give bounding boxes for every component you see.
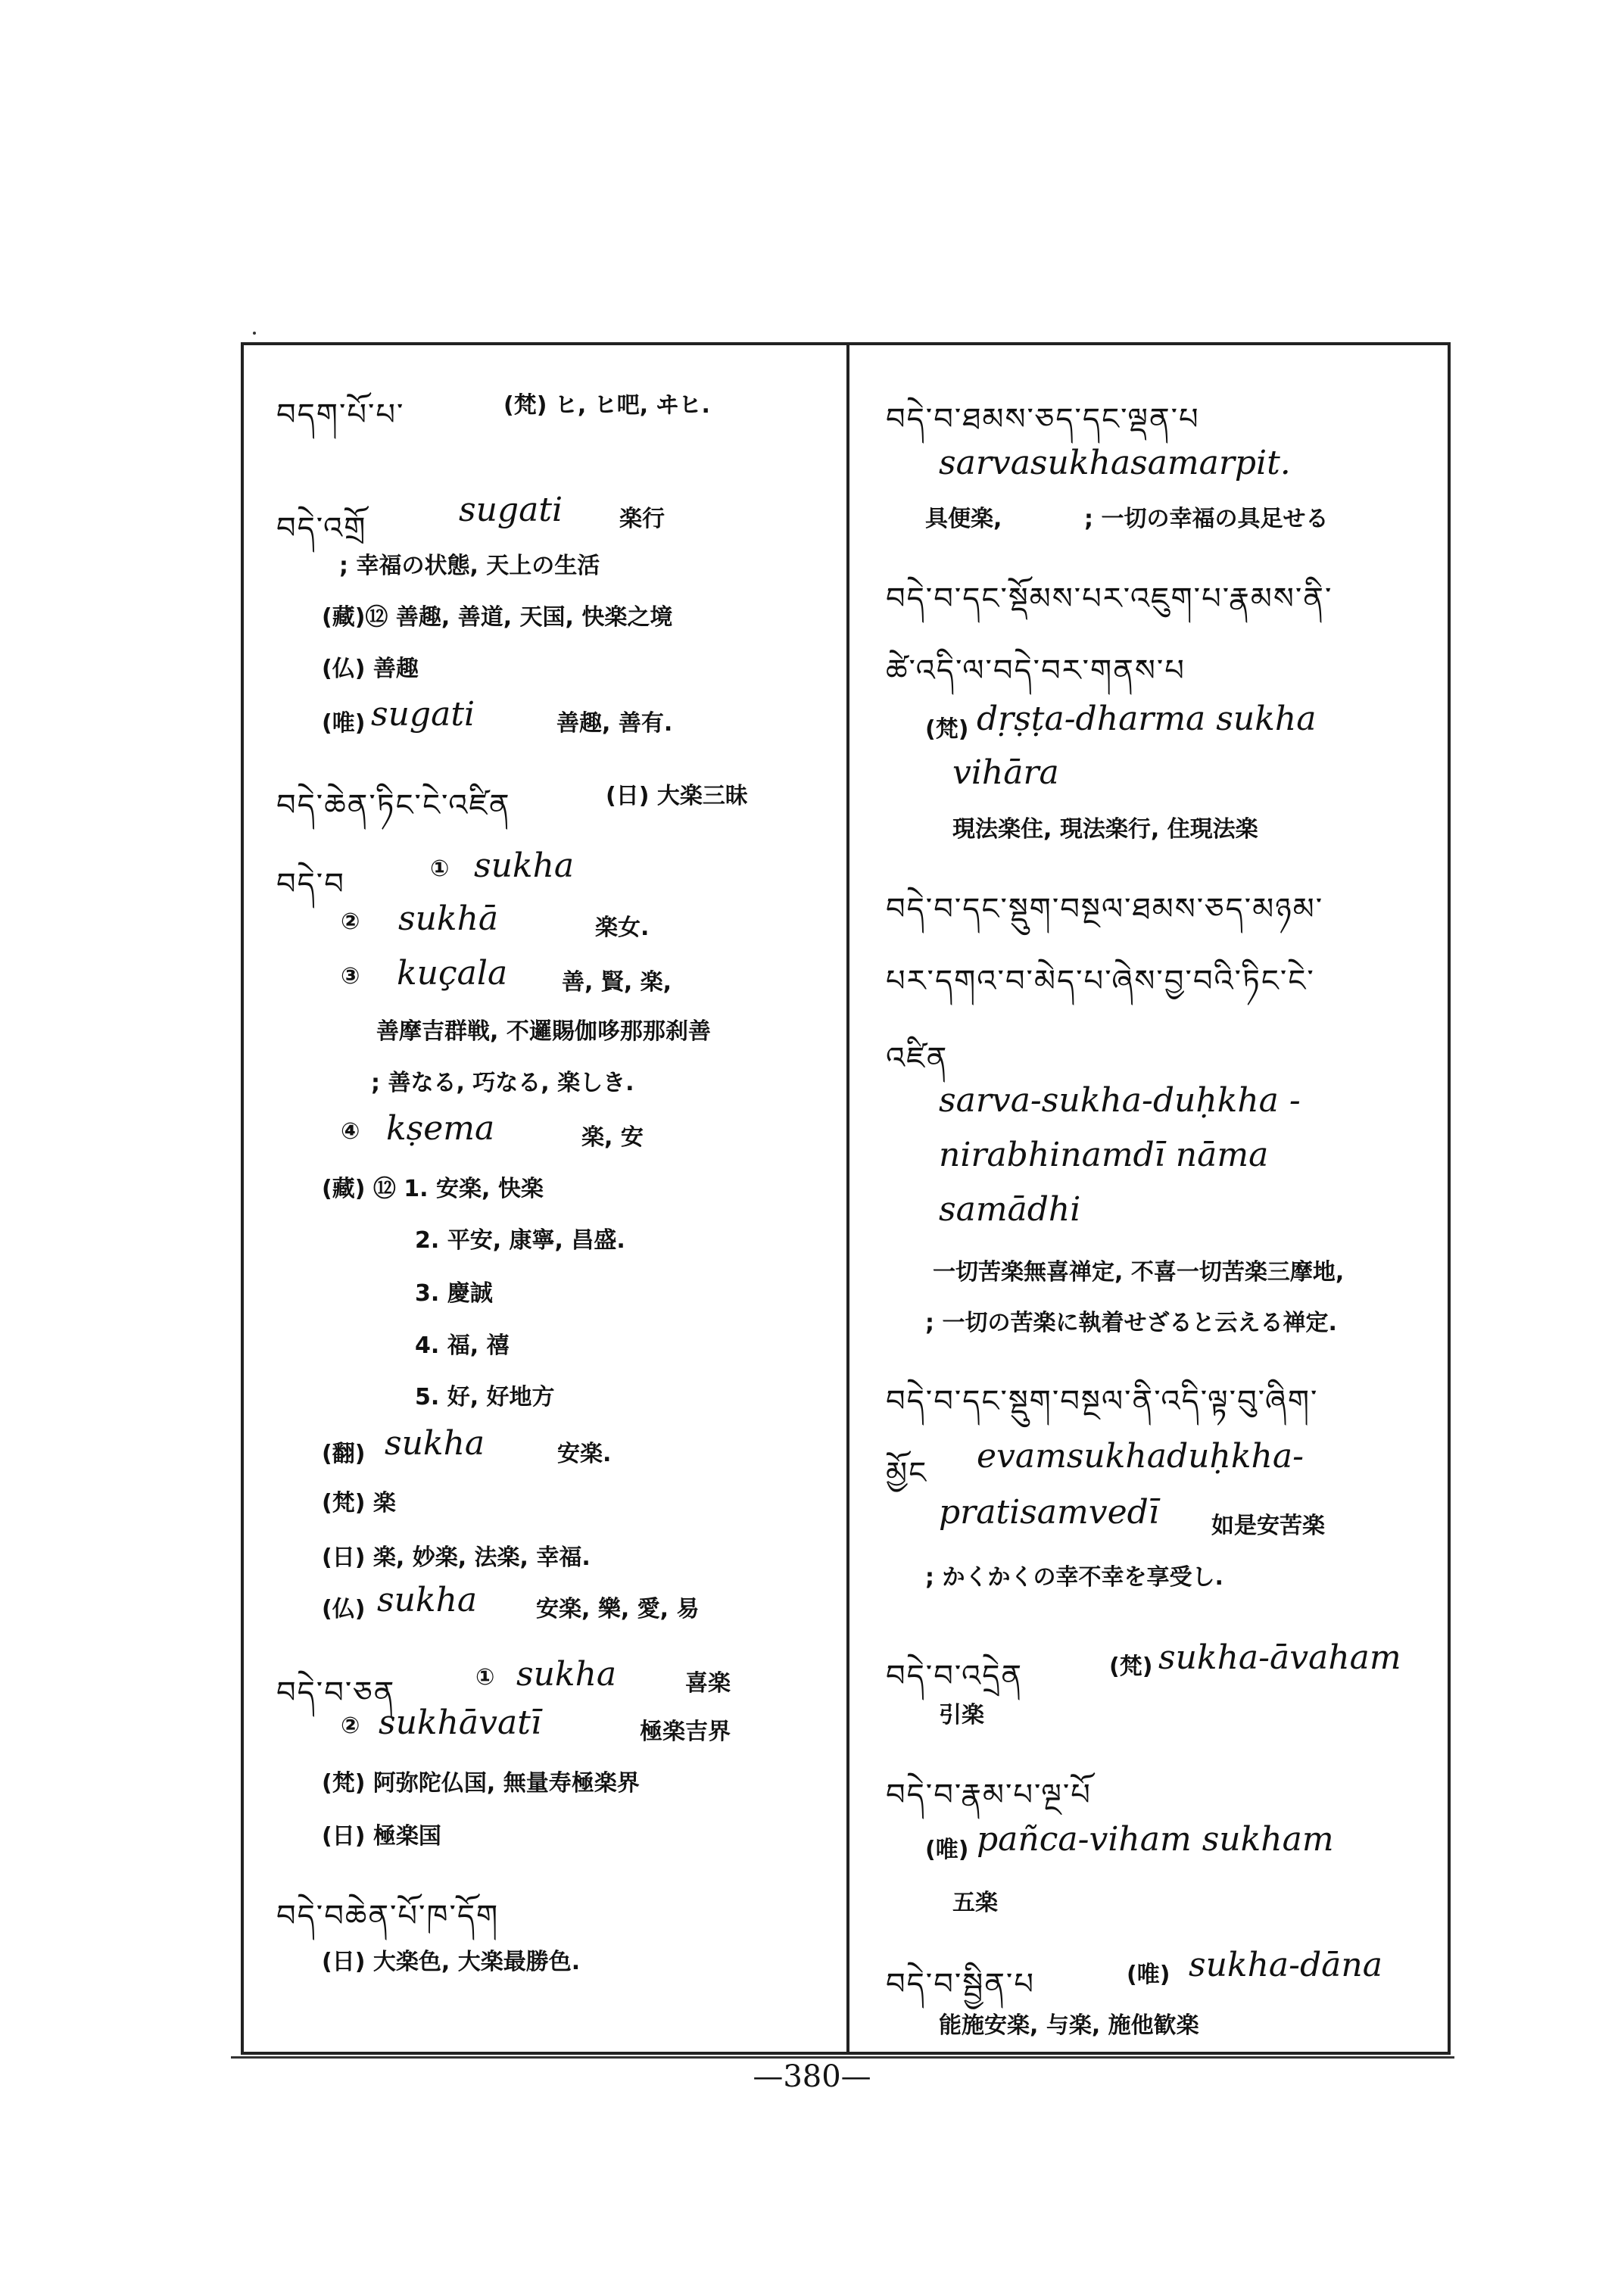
- sanskrit-romanization: sukha: [474, 846, 575, 885]
- tibetan-headword: བདག་པོ་པ་: [276, 397, 405, 432]
- translation-text: 5. 好, 好地方: [415, 1384, 555, 1410]
- tibetan-headword: བདེ་བ་དང་སྡུག་བསྔལ་ཐམས་ཅད་མཉམ་: [886, 892, 1324, 927]
- translation-text: ②: [341, 1713, 360, 1739]
- scan-speck: [253, 332, 256, 335]
- translation-text: 現法楽住, 現法楽行, 住現法楽: [952, 816, 1258, 843]
- translation-text: ②: [341, 909, 360, 935]
- tibetan-headword: འཛིན: [886, 1041, 949, 1076]
- sanskrit-romanization: sukha-āvaham: [1158, 1638, 1401, 1677]
- translation-text: ①: [430, 856, 450, 882]
- sanskrit-romanization: kṣema: [386, 1109, 495, 1148]
- translation-text: 引楽: [939, 1702, 984, 1728]
- sanskrit-romanization: sukha: [385, 1424, 485, 1463]
- translation-text: (唯): [925, 1837, 969, 1863]
- tibetan-headword: བདེ་འགྲོ: [276, 511, 367, 546]
- page-number: —380—: [753, 2059, 871, 2094]
- sanskrit-romanization: sukhā: [398, 899, 499, 938]
- sanskrit-romanization: sarva-sukha-duḥkha -: [939, 1081, 1301, 1120]
- translation-text: (翻): [322, 1441, 366, 1467]
- sanskrit-romanization: sukha: [516, 1655, 617, 1694]
- translation-text: (梵): [925, 716, 969, 743]
- translation-text: 能施安楽, 与楽, 施他歓楽: [939, 2012, 1199, 2039]
- sanskrit-romanization: pratisamvedī: [939, 1493, 1159, 1532]
- translation-text: 喜楽: [685, 1670, 731, 1697]
- translation-text: 極楽吉界: [640, 1719, 731, 1745]
- tibetan-headword: བདེ་བ་ཅན: [276, 1675, 396, 1710]
- translation-text: (日) 極楽国: [322, 1823, 441, 1850]
- translation-text: ; 一切の幸福の具足せる: [1084, 506, 1329, 532]
- translation-text: ①: [475, 1664, 495, 1691]
- translation-text: (日) 楽, 妙楽, 法楽, 幸福.: [322, 1544, 591, 1571]
- translation-text: 如是安苦楽: [1211, 1513, 1325, 1539]
- tibetan-headword: བདེ་བ་དང་སྡོམས་པར་འཇུག་པ་རྣམས་ནི་: [886, 581, 1333, 616]
- translation-text: (仏): [322, 1596, 366, 1622]
- sanskrit-romanization: sarvasukhasamarpit.: [939, 444, 1291, 482]
- translation-text: ; 善なる, 巧なる, 楽しき.: [371, 1070, 634, 1096]
- tibetan-headword: བདེ་བ་སྦྱིན་པ: [886, 1967, 1035, 2002]
- translation-text: (藏) ⑫ 1. 安楽, 快楽: [322, 1176, 544, 1202]
- translation-text: (日) 大楽色, 大楽最勝色.: [322, 1949, 581, 1975]
- translation-text: 善, 賢, 楽,: [562, 969, 672, 996]
- tibetan-headword: བདེ་བ་དང་སྡུག་བསྔལ་ནི་འདི་ལྟ་བུ་ཞིག་: [886, 1384, 1319, 1419]
- sanskrit-romanization: sugati: [371, 695, 475, 734]
- translation-text: ; 一切の苦楽に執着せざると云える禅定.: [925, 1310, 1337, 1336]
- translation-text: 具便楽,: [925, 506, 1002, 532]
- translation-text: 楽女.: [595, 915, 650, 941]
- tibetan-headword: བདེ་བ: [276, 867, 345, 902]
- translation-text: (仏) 善趣: [322, 656, 419, 682]
- sanskrit-romanization: pañca-viham sukham: [977, 1820, 1334, 1859]
- translation-text: 善摩吉群戦, 不邏賜伽哆那那刹善: [376, 1018, 711, 1045]
- translation-text: ④: [341, 1118, 360, 1145]
- sanskrit-romanization: evamsukhaduḥkha-: [977, 1437, 1304, 1476]
- translation-text: ③: [341, 963, 360, 990]
- tibetan-headword: བདེ་ཆེན་ཏིང་ངེ་འཛིན: [276, 788, 511, 823]
- sanskrit-romanization: nirabhinamdī nāma: [939, 1136, 1269, 1174]
- column-divider: [846, 342, 849, 2055]
- sanskrit-romanization: sukha: [377, 1581, 478, 1619]
- tibetan-headword: པར་དགའ་བ་མེད་པ་ཞེས་བྱ་བའི་ཏིང་ངེ་: [886, 964, 1315, 999]
- sanskrit-romanization: sukhāvatī: [379, 1703, 541, 1742]
- translation-text: (梵) 楽: [322, 1490, 396, 1516]
- sanskrit-romanization: sugati: [459, 491, 563, 529]
- tibetan-headword: བདེ་བ་ཐམས་ཅད་དང་ལྡན་པ: [886, 402, 1200, 437]
- tibetan-headword: མྱོང: [886, 1456, 928, 1491]
- sanskrit-romanization: samādhi: [939, 1190, 1081, 1229]
- tibetan-headword: བདེ་བཆེན་པོ་ཁ་དོག: [276, 1899, 500, 1934]
- translation-text: (梵) ヒ, ヒ吧, ヰヒ.: [503, 392, 710, 419]
- tibetan-headword: བདེ་བ་འདྲེན: [886, 1659, 1024, 1694]
- translation-text: (梵): [1109, 1653, 1153, 1680]
- translation-text: ; かくかくの幸不幸を享受し.: [925, 1564, 1223, 1591]
- sanskrit-romanization: sukha-dāna: [1189, 1946, 1382, 1984]
- translation-text: (唯): [1127, 1962, 1170, 1988]
- translation-text: 4. 福, 禧: [415, 1332, 510, 1359]
- sanskrit-romanization: kuçala: [397, 954, 508, 993]
- translation-text: 五楽: [952, 1890, 998, 1916]
- translation-text: 安楽, 樂, 愛, 易: [536, 1596, 700, 1622]
- frame-bottom-rule: [231, 2056, 1454, 2059]
- translation-text: 一切苦楽無喜禅定, 不喜一切苦楽三摩地,: [933, 1259, 1345, 1286]
- sanskrit-romanization: dṛṣṭa-dharma sukha: [977, 700, 1317, 738]
- translation-text: 2. 平安, 康寧, 昌盛.: [415, 1227, 625, 1254]
- translation-text: 善趣, 善有.: [556, 710, 673, 737]
- translation-text: (梵) 阿弥陀仏国, 無量寿極楽界: [322, 1770, 640, 1797]
- translation-text: 3. 慶誠: [415, 1280, 493, 1307]
- translation-text: (唯): [322, 710, 366, 737]
- tibetan-headword: བདེ་བ་རྣམ་པ་ལྔ་པོ: [886, 1778, 1092, 1812]
- translation-text: (日) 大楽三昧: [606, 783, 748, 809]
- translation-text: 安楽.: [557, 1441, 612, 1467]
- translation-text: (藏)⑫ 善趣, 善道, 天国, 快楽之境: [322, 604, 673, 631]
- translation-text: 楽, 安: [581, 1124, 644, 1151]
- sanskrit-romanization: vihāra: [952, 753, 1059, 792]
- tibetan-headword: ཚེ་འདི་ལ་བདེ་བར་གནས་པ: [886, 653, 1186, 688]
- translation-text: 楽行: [619, 506, 665, 532]
- translation-text: ; 幸福の状態, 天上の生活: [339, 553, 600, 579]
